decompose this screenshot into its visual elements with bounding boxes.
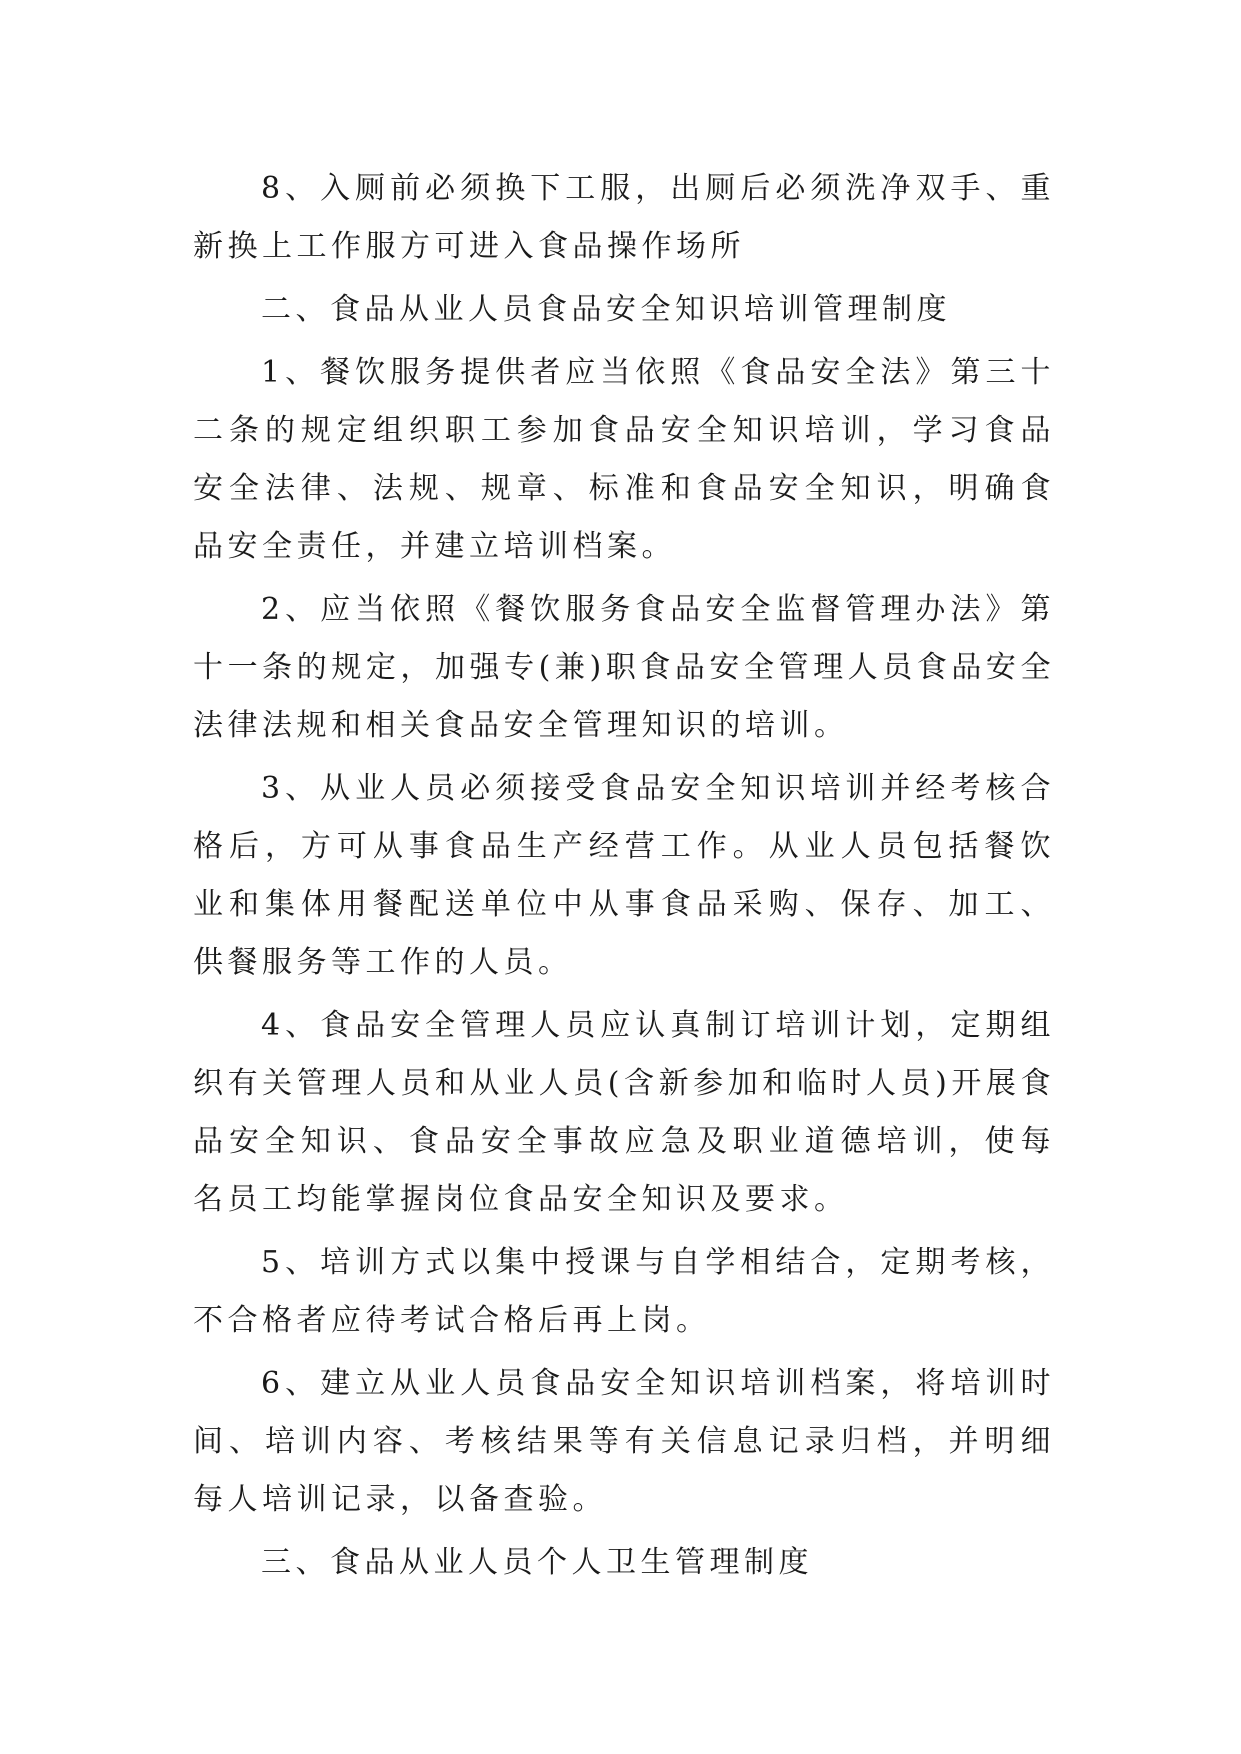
paragraph-item-5: 5、培训方式以集中授课与自学相结合，定期考核，不合格者应待考试合格后再上岗。 [193,1245,1055,1338]
document-page [193,160,1055,1597]
section-heading-hygiene: 三、食品从业人员个人卫生管理制度 [261,1545,813,1580]
section-heading-training: 二、食品从业人员食品安全知识培训管理制度 [261,292,951,327]
paragraph-item-8: 8、入厕前必须换下工服，出厕后必须洗净双手、重新换上工作服方可进入食品操作场所 [193,171,1055,264]
paragraph-item-1: 1、餐饮服务提供者应当依照《食品安全法》第三十二条的规定组织职工参加食品安全知识培训，学习食品安全法律、法规、规章、标准和食品安全知识，明确食品安全责任，并建立培训档案。 [193,355,1055,564]
paragraph-item-4: 4、食品安全管理人员应认真制订培训计划，定期组织有关管理人员和从业人员(含新参加和临时人员)开展食品安全知识、食品安全事故应急及职业道德培训，使每名员工均能掌握岗位食品安全知识及要求。 [193,1008,1055,1217]
paragraph-item-2: 2、应当依照《餐饮服务食品安全监督管理办法》第十一条的规定，加强专(兼)职食品安全管理人员食品安全法律法规和相关食品安全管理知识的培训。 [193,592,1055,743]
paragraph-item-3: 3、从业人员必须接受食品安全知识培训并经考核合格后，方可从事食品生产经营工作。从业人员包括餐饮业和集体用餐配送单位中从事食品采购、保存、加工、供餐服务等工作的人员。 [193,771,1055,980]
paragraph-item-6: 6、建立从业人员食品安全知识培训档案，将培训时间、培训内容、考核结果等有关信息记录归档，并明细每人培训记录，以备查验。 [193,1366,1055,1517]
